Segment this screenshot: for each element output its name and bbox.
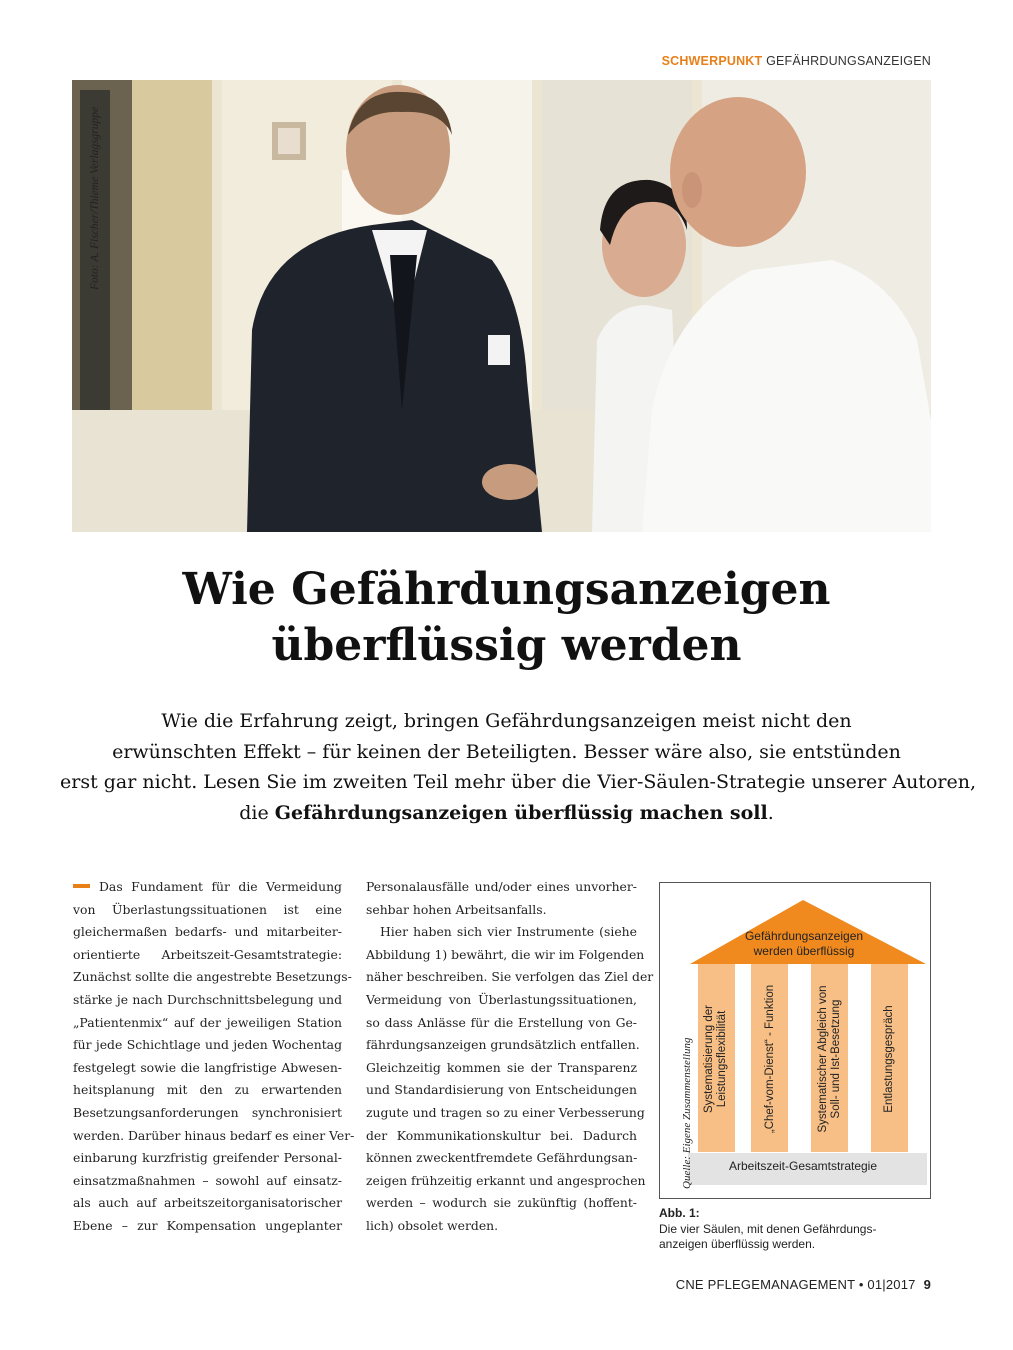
article-photo	[72, 80, 931, 532]
body-line: Zunächst sollte die angestrebte Besetzungs-	[73, 969, 352, 985]
journal-issue: CNE PFLEGEMANAGEMENT • 01|2017	[675, 1277, 916, 1292]
body-line: gleichermaßen bedarfs- und mitarbeiter-	[73, 924, 342, 940]
body-line: so dass Anlässe für die Erstellung von Ge-	[366, 1014, 637, 1030]
pillar-label-3: Systematischer Abgleich von Soll- und Ist-Besetzung	[817, 985, 842, 1133]
body-line: „Patientenmix“ auf der jeweiligen Station	[73, 1014, 342, 1030]
lead-emphasis: Gefährdungsanzeigen überflüssig machen soll	[274, 801, 768, 824]
body-line: festgelegt sowie die langfristige Abwesen-	[73, 1059, 342, 1075]
body-line: werden – wodurch sie zukünftig (hoffent-	[366, 1195, 637, 1211]
diagram-source: Quelle: Eigene Zusammenstellung	[681, 1037, 693, 1189]
title-line-1: Wie Gefährdungsanzeigen	[182, 564, 831, 615]
body-line: der Kommunikationskultur bei. Dadurch	[366, 1127, 637, 1143]
body-line: einbarung kurzfristig greifender Personal-	[73, 1150, 342, 1166]
lead-line-4: die Gefährdungsanzeigen überflüssig machen soll.	[239, 801, 774, 824]
lead-line-3: erst gar nicht. Lesen Sie im zweiten Teil mehr über die Vier-Säulen-Strategie unserer Autoren,	[60, 771, 976, 793]
roof-label: Gefährdungsanzeigen werden überflüssig	[744, 929, 864, 958]
body-line: einsatzmaßnahmen – sowohl auf einsatz-	[73, 1172, 342, 1188]
pillar-diagram	[659, 882, 931, 1199]
body-line: für jede Schichtlage und jeden Wochentag	[73, 1037, 342, 1053]
article-lead	[60, 706, 976, 828]
running-header	[662, 54, 931, 68]
photo-illustration	[72, 80, 931, 532]
body-line: werden. Darüber hinaus bedarf es einer Ver-	[73, 1127, 355, 1143]
body-line: von Überlastungssituationen ist eine	[73, 901, 342, 917]
pillar-label-2: „Chef-vom-Dienst“ - Funktion	[763, 984, 776, 1134]
body-line: sehbar hohen Arbeitsanfalls.	[366, 901, 547, 917]
body-line: stärke je nach Durchschnittsbelegung und	[73, 991, 342, 1007]
lead-line-1: Wie die Erfahrung zeigt, bringen Gefährdungsanzeigen meist nicht den	[161, 710, 852, 732]
body-column-2	[366, 876, 654, 1238]
page-number: 9	[923, 1277, 931, 1292]
foundation-label: Arbeitszeit-Gesamtstrategie	[728, 1159, 878, 1173]
figure-caption: Abb. 1: Die vier Säulen, mit denen Gefährdungs- anzeigen überflüssig werden.	[659, 1206, 877, 1251]
body-line: Ebene – zur Kompensation ungeplanter	[73, 1217, 342, 1233]
lead-line-2: erwünschten Effekt – für keinen der Beteiligten. Besser wäre also, sie entstünden	[112, 740, 901, 763]
body-line: Das Fundament für die Vermeidung	[73, 876, 342, 899]
page-footer	[676, 1277, 931, 1292]
body-line: fährdungsanzeigen grundsätzlich entfallen.	[366, 1037, 640, 1053]
start-marker	[73, 884, 90, 888]
body-line: lich) obsolet werden.	[366, 1217, 499, 1233]
body-line: zeigen frühzeitig erkannt und angesprochen	[366, 1172, 646, 1188]
body-line: als auch auf arbeitszeitorganisatorischer	[73, 1195, 342, 1211]
body-line: Vermeidung von Überlastungssituationen,	[366, 991, 637, 1007]
pillar-label-1: Systematisierung der Leistungsflexibilität	[703, 1004, 728, 1114]
body-line: zugute und tragen so zu einer Verbesserung	[366, 1104, 645, 1120]
body-line: näher beschreiben. Sie verfolgen das Ziel der	[366, 969, 654, 985]
body-line: können zweckentfremdete Gefährdungsan-	[366, 1150, 638, 1166]
body-line: orientierte Arbeitszeit-Gesamtstrategie:	[73, 946, 342, 962]
body-line: Personalausfälle und/oder eines unvorher-	[366, 879, 637, 894]
section-keyword: SCHWERPUNKT	[661, 54, 763, 68]
caption-label: Abb. 1:	[659, 1206, 700, 1220]
title-line-2: überflüssig werden	[271, 620, 742, 671]
body-line: heitsplanung mit den zu erwartenden	[73, 1082, 342, 1098]
pillar-label-4: Entlastungsgespräch	[882, 1005, 895, 1113]
body-line: und Standardisierung von Entscheidungen	[366, 1082, 637, 1098]
body-line: Hier haben sich vier Instrumente (siehe	[380, 924, 637, 940]
body-column-1	[73, 876, 355, 1238]
body-line: Gleichzeitig kommen sie der Transparenz	[366, 1059, 637, 1075]
body-line: Abbildung 1) bewährt, die wir im Folgenden	[366, 946, 645, 962]
body-line: Besetzungsanforderungen synchronisiert	[73, 1104, 342, 1120]
photo-credit: Foto: A. Fischer/Thieme Verlagsgruppe	[89, 106, 101, 290]
section-topic: GEFÄHRDUNGSANZEIGEN	[766, 54, 931, 68]
article-title	[0, 562, 1013, 674]
